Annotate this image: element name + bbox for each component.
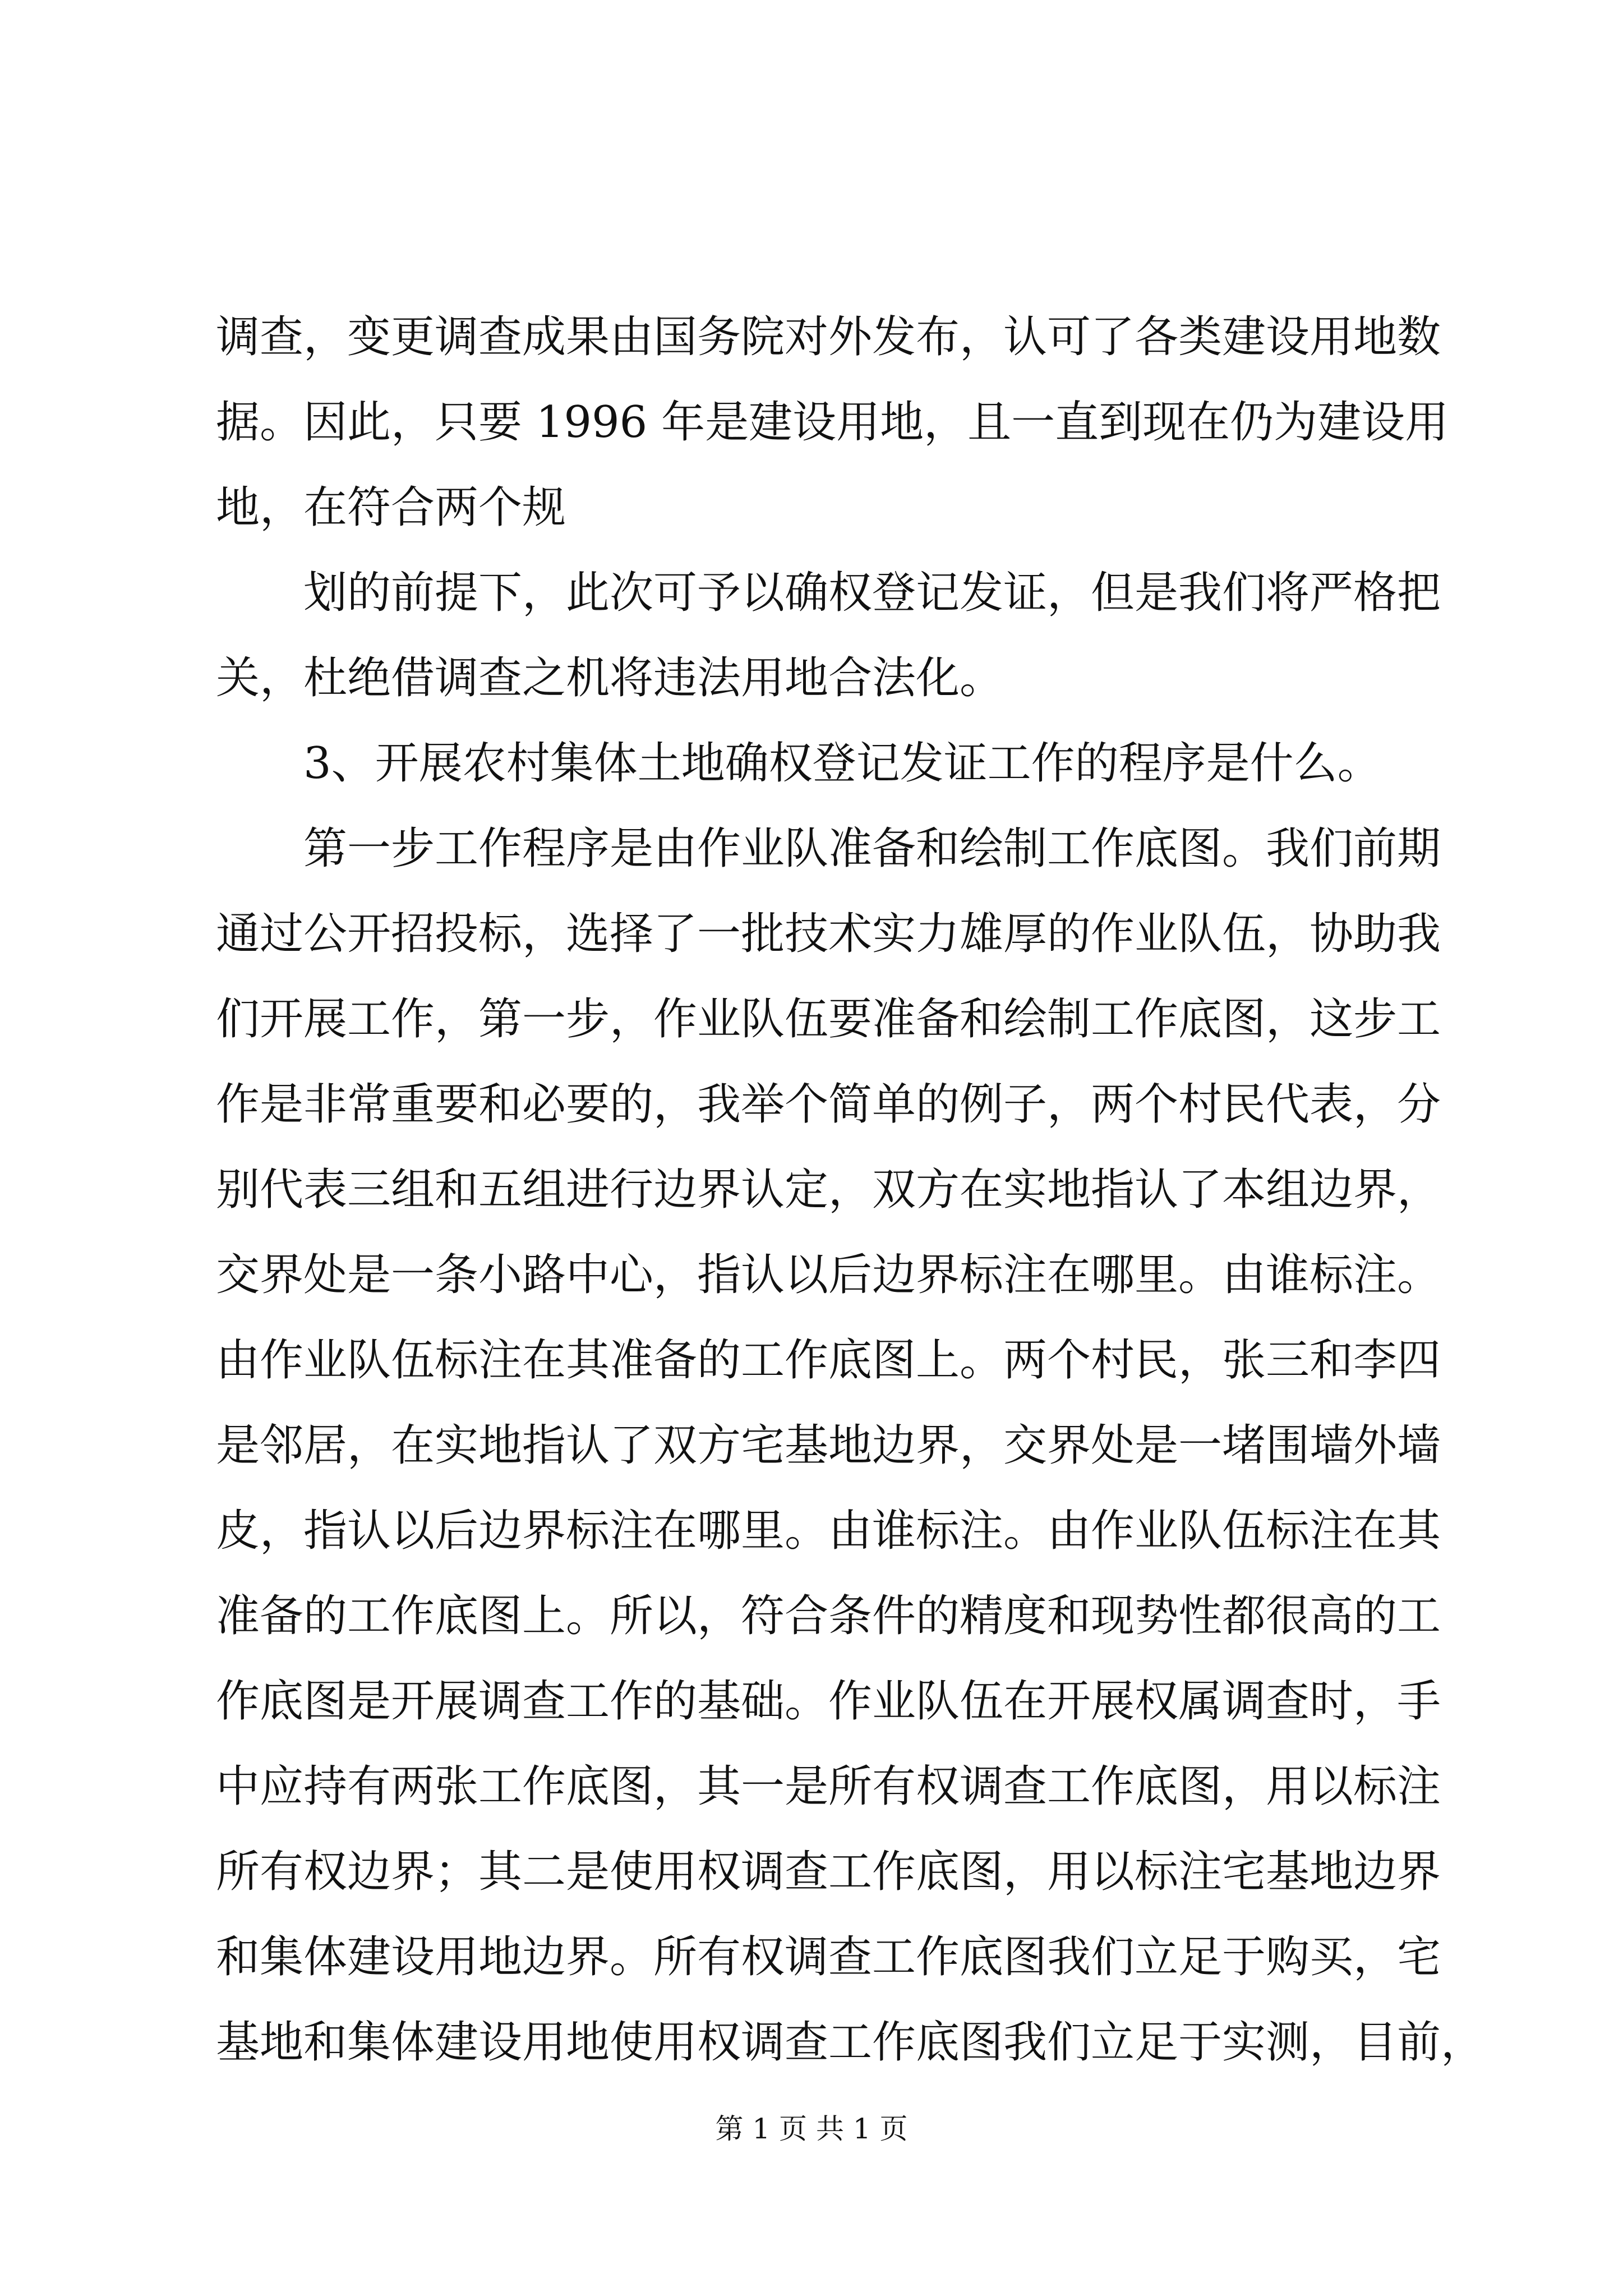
paragraph-1: [216, 295, 1449, 550]
text-line: 所有权边界；其二是使用权调查工作底图，用以标注宅基地边界: [216, 1847, 1441, 1897]
text-line: 作是非常重要和必要的，我举个简单的例子，两个村民代表，分: [216, 1079, 1441, 1130]
text-line: 和集体建设用地边界。所有权调查工作底图我们立足于购买，宅: [216, 1932, 1441, 1982]
text-line: 由作业队伍标注在其准备的工作底图上。两个村民，张三和李四: [216, 1335, 1441, 1386]
text-line: 据。因此，只要 1996 年是建设用地，且一直到现在仍为建设用: [216, 397, 1449, 448]
text-line: 是邻居，在实地指认了双方宅基地边界，交界处是一堵围墙外墙: [216, 1420, 1441, 1471]
text-line: 基地和集体建设用地使用权调查工作底图我们立足于实测，目前，: [216, 2017, 1485, 2068]
page-number: 第 1 页 共 1 页: [715, 2113, 908, 2145]
text-line: 地，在符合两个规: [216, 482, 566, 533]
text-line: 通过公开招投标，选择了一批技术实力雄厚的作业队伍，协助我: [216, 909, 1441, 959]
paragraph-2: [216, 550, 1441, 721]
page-footer: [0, 2109, 1623, 2148]
text-line: 们开展工作，第一步，作业队伍要准备和绘制工作底图，这步工: [216, 994, 1441, 1045]
section-heading-3: [216, 721, 1416, 806]
section-heading-text: 3、开展农村集体土地确权登记发证工作的程序是什么。: [303, 738, 1381, 789]
text-line: 关，杜绝借调查之机将违法用地合法化。: [216, 653, 1004, 703]
paragraph-4: [216, 806, 1485, 2085]
text-line: 作底图是开展调查工作的基础。作业队伍在开展权属调查时，手: [216, 1676, 1441, 1727]
text-line: 皮，指认以后边界标注在哪里。由谁标注。由作业队伍标注在其: [216, 1506, 1441, 1556]
document-body: [216, 295, 1485, 2085]
text-line: 第一步工作程序是由作业队准备和绘制工作底图。我们前期: [303, 823, 1441, 874]
text-line: 划的前提下，此次可予以确权登记发证，但是我们将严格把: [303, 568, 1441, 618]
text-line: 中应持有两张工作底图，其一是所有权调查工作底图，用以标注: [216, 1761, 1441, 1812]
text-line: 交界处是一条小路中心，指认以后边界标注在哪里。由谁标注。: [216, 1250, 1441, 1300]
text-line: 调查，变更调查成果由国务院对外发布，认可了各类建设用地数: [216, 312, 1441, 362]
text-line: 准备的工作底图上。所以，符合条件的精度和现势性都很高的工: [216, 1591, 1441, 1641]
text-line: 别代表三组和五组进行边界认定，双方在实地指认了本组边界，: [216, 1165, 1441, 1215]
